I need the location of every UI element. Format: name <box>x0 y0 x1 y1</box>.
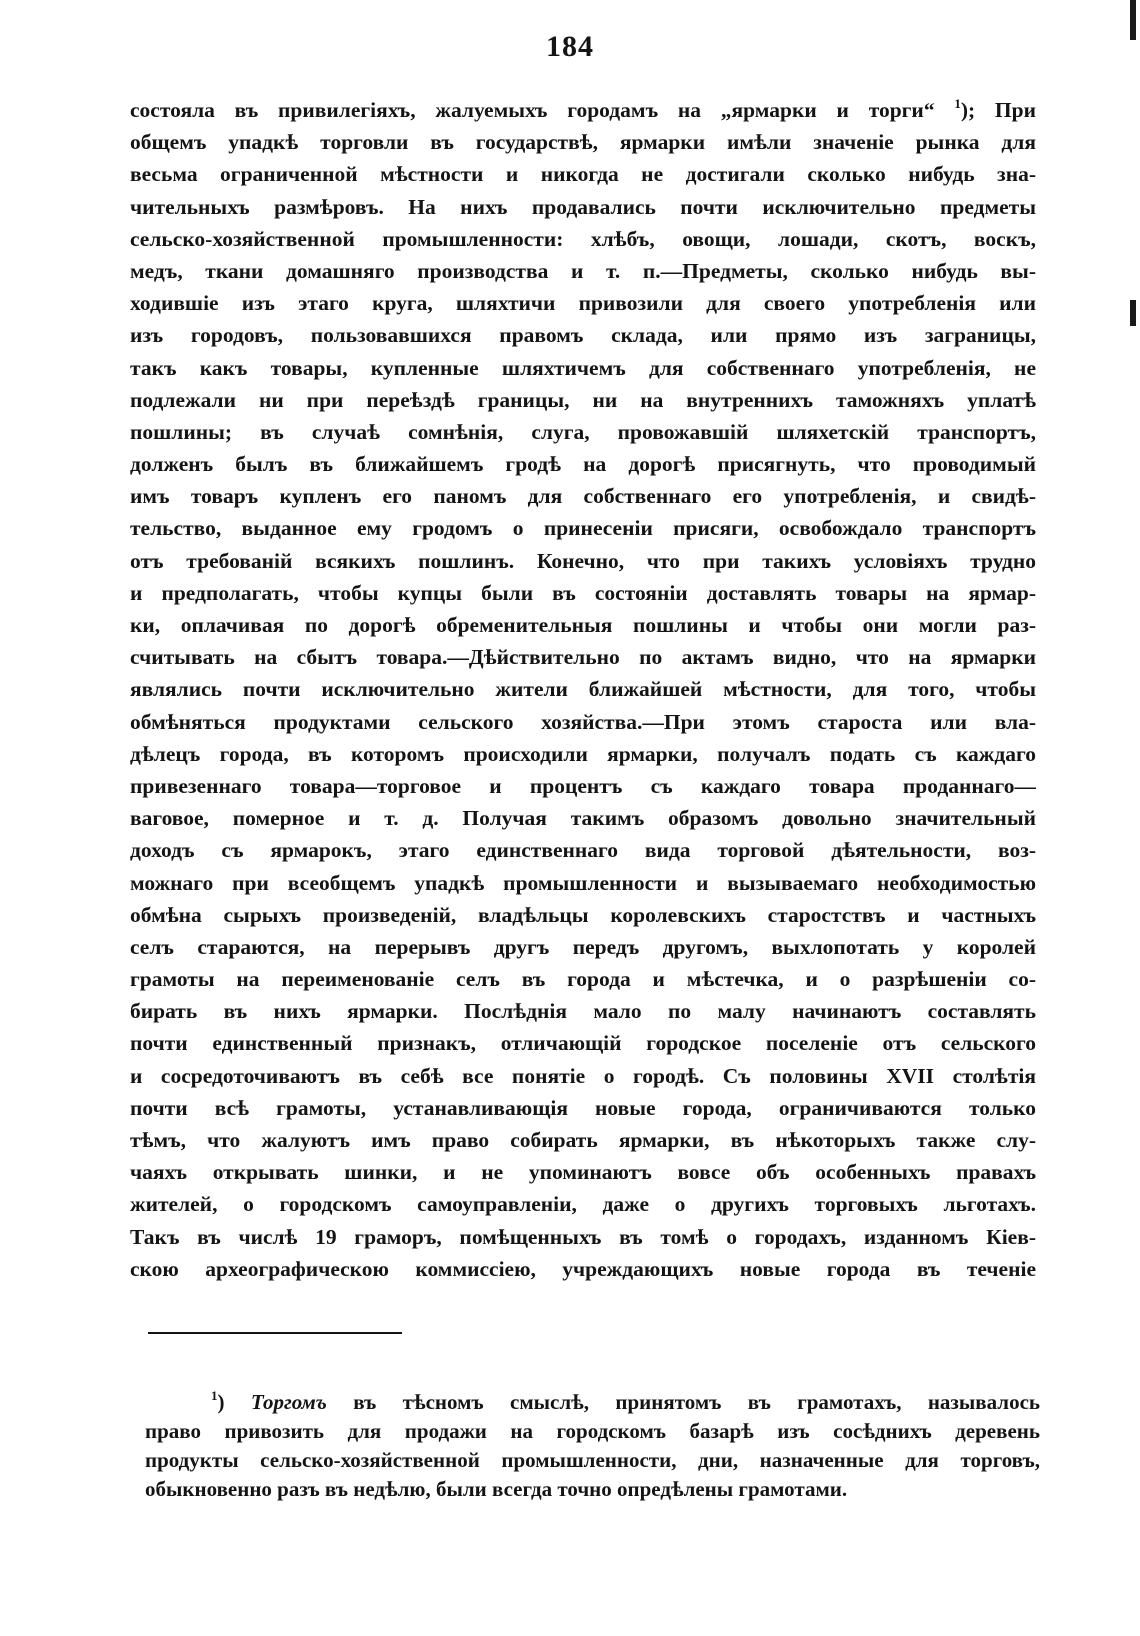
scan-edge <box>1126 0 1140 1636</box>
text-line: селъ стараются, на перерывъ другъ передъ другомъ, выхлопотать у королей <box>130 934 1036 959</box>
scan-edge-mark <box>1130 300 1136 326</box>
text-line: бирать въ нихъ ярмарки. Послѣднія мало по малу начинаютъ составлять <box>130 999 1036 1024</box>
text-line: ходившіе изъ этаго круга, шляхтичи привозили для своего употребленія или <box>130 291 1036 316</box>
body-text <box>130 94 1036 1285</box>
text-line: почти единственный признакъ, отличающій городское поселеніе отъ сельского <box>130 1031 1036 1056</box>
text-line: дѣлецъ города, въ которомъ происходили ярмарки, получалъ подать съ каждаго <box>130 741 1036 766</box>
text-line: и сосредоточиваютъ въ себѣ все понятіе о городѣ. Съ половины XVII столѣтія <box>130 1063 1036 1088</box>
text-line: являлись почти исключительно жители ближайшей мѣстности, для того, чтобы <box>130 677 1036 702</box>
text-line: весьма ограниченной мѣстности и никогда не достигали сколько нибудь зна- <box>130 162 1036 187</box>
text-line: обмѣна сырыхъ произведеній, владѣльцы королевскихъ старостствъ и частныхъ <box>130 902 1036 927</box>
text-line: чаяхъ открывать шинки, и не упоминаютъ вовсе объ особенныхъ правахъ <box>130 1160 1036 1185</box>
text-segment: состояла въ привилегіяхъ, жалуемыхъ городамъ на „ярмарки и торги“ <box>130 98 955 122</box>
text-segment: ); При <box>960 98 1036 122</box>
text-line: отъ требованій всякихъ пошлинъ. Конечно, что при такихъ условіяхъ трудно <box>130 548 1036 573</box>
text-line: ки, оплачивая по дорогѣ обременительныя пошлины и чтобы они могли раз- <box>130 613 1036 637</box>
footnote-divider <box>148 1332 402 1334</box>
footnote-line-1-text: въ тѣсномъ смыслѣ, принятомъ въ грамотахъ, называлось <box>353 1390 1040 1414</box>
footnote <box>145 1388 1040 1504</box>
text-line: считывать на сбытъ товара.—Дѣйствительно по актамъ видно, что на ярмарки <box>130 645 1036 670</box>
text-line: и предполагать, чтобы купцы были въ состояніи доставлять товары на ярмар- <box>130 580 1036 605</box>
text-line: изъ городовъ, пользовавшихся правомъ склада, или прямо изъ заграницы, <box>130 323 1036 348</box>
text-line: можнаго при всеобщемъ упадкѣ промышленности и вызываемаго необходимостью <box>130 870 1036 895</box>
text-line: тѣмъ, что жалуютъ имъ право собирать ярмарки, въ нѣкоторыхъ также слу- <box>130 1128 1036 1152</box>
footnote-line: продукты сельско-хозяйственной промышленности, дни, назначенные для торговъ, <box>145 1448 1040 1472</box>
text-line: подлежали ни при переѣздѣ границы, ни на внутреннихъ таможняхъ уплатѣ <box>130 387 1036 412</box>
text-line: Такъ въ числѣ 19 граморъ, помѣщенныхъ въ томѣ о городахъ, изданномъ Кіев- <box>130 1224 1036 1249</box>
text-line: чительныхъ размѣровъ. На нихъ продавались почти исключительно предметы <box>130 194 1036 219</box>
text-line: почти всѣ грамоты, устанавливающія новые города, ограничиваются только <box>130 1095 1036 1120</box>
text-line: имъ товаръ купленъ его паномъ для собственнаго его употребленія, и свидѣ- <box>130 484 1036 509</box>
page-number: 184 <box>546 30 594 63</box>
text-line: сельско-хозяйственной промышленности: хлѣбъ, овощи, лошади, скотъ, воскъ, <box>130 226 1036 251</box>
text-line: пошлины; въ случаѣ сомнѣнія, слуга, провожавшій шляхетскій транспортъ, <box>130 419 1036 444</box>
text-line: тельство, выданное ему гродомъ о принесеніи присяги, освобождало транспортъ <box>130 516 1036 541</box>
footnote-reference[interactable]: 1 <box>954 96 961 111</box>
text-line: обмѣняться продуктами сельского хозяйства.—При этомъ староста или вла- <box>130 709 1036 734</box>
footnote-marker: 1 <box>211 1388 218 1403</box>
text-line: скою археографическою коммиссіею, учреждающихъ новые города въ теченіе <box>130 1256 1036 1281</box>
scan-edge-mark <box>1130 0 1136 40</box>
footnote-lead-term: Торгомъ <box>250 1390 327 1414</box>
text-line: грамоты на переименованіе селъ въ города и мѣстечка, и о разрѣшеніи со- <box>130 967 1036 992</box>
text-line: привезеннаго товара—торговое и процентъ съ каждаго товара проданнаго— <box>130 773 1036 798</box>
footnote-marker-close: ) <box>217 1390 225 1414</box>
text-line: жителей, о городскомъ самоуправленіи, даже о другихъ торговыхъ льготахъ. <box>130 1192 1036 1217</box>
footnote-line <box>145 1388 1040 1417</box>
text-line: общемъ упадкѣ торговли въ государствѣ, ярмарки имѣли значеніе рынка для <box>130 130 1036 155</box>
footnote-line: право привозить для продажи на городскомъ базарѣ изъ сосѣднихъ деревень <box>145 1419 1040 1443</box>
text-line: такъ какъ товары, купленные шляхтичемъ для собственнаго употребленія, не <box>130 355 1036 380</box>
text-line <box>130 94 1036 126</box>
text-line: долженъ былъ въ ближайшемъ гродѣ на дорогѣ присягнуть, что проводимый <box>130 452 1036 477</box>
text-line: ваговое, померное и т. д. Получая такимъ образомъ довольно значительный <box>130 806 1036 831</box>
text-line: медъ, ткани домашняго производства и т. п.—Предметы, сколько нибудь вы- <box>130 258 1036 283</box>
text-line: доходъ съ ярмарокъ, этаго единственнаго вида торговой дѣятельности, воз- <box>130 838 1036 863</box>
footnote-line: обыкновенно разъ въ недѣлю, были всегда точно опредѣлены грамотами. <box>145 1477 848 1501</box>
